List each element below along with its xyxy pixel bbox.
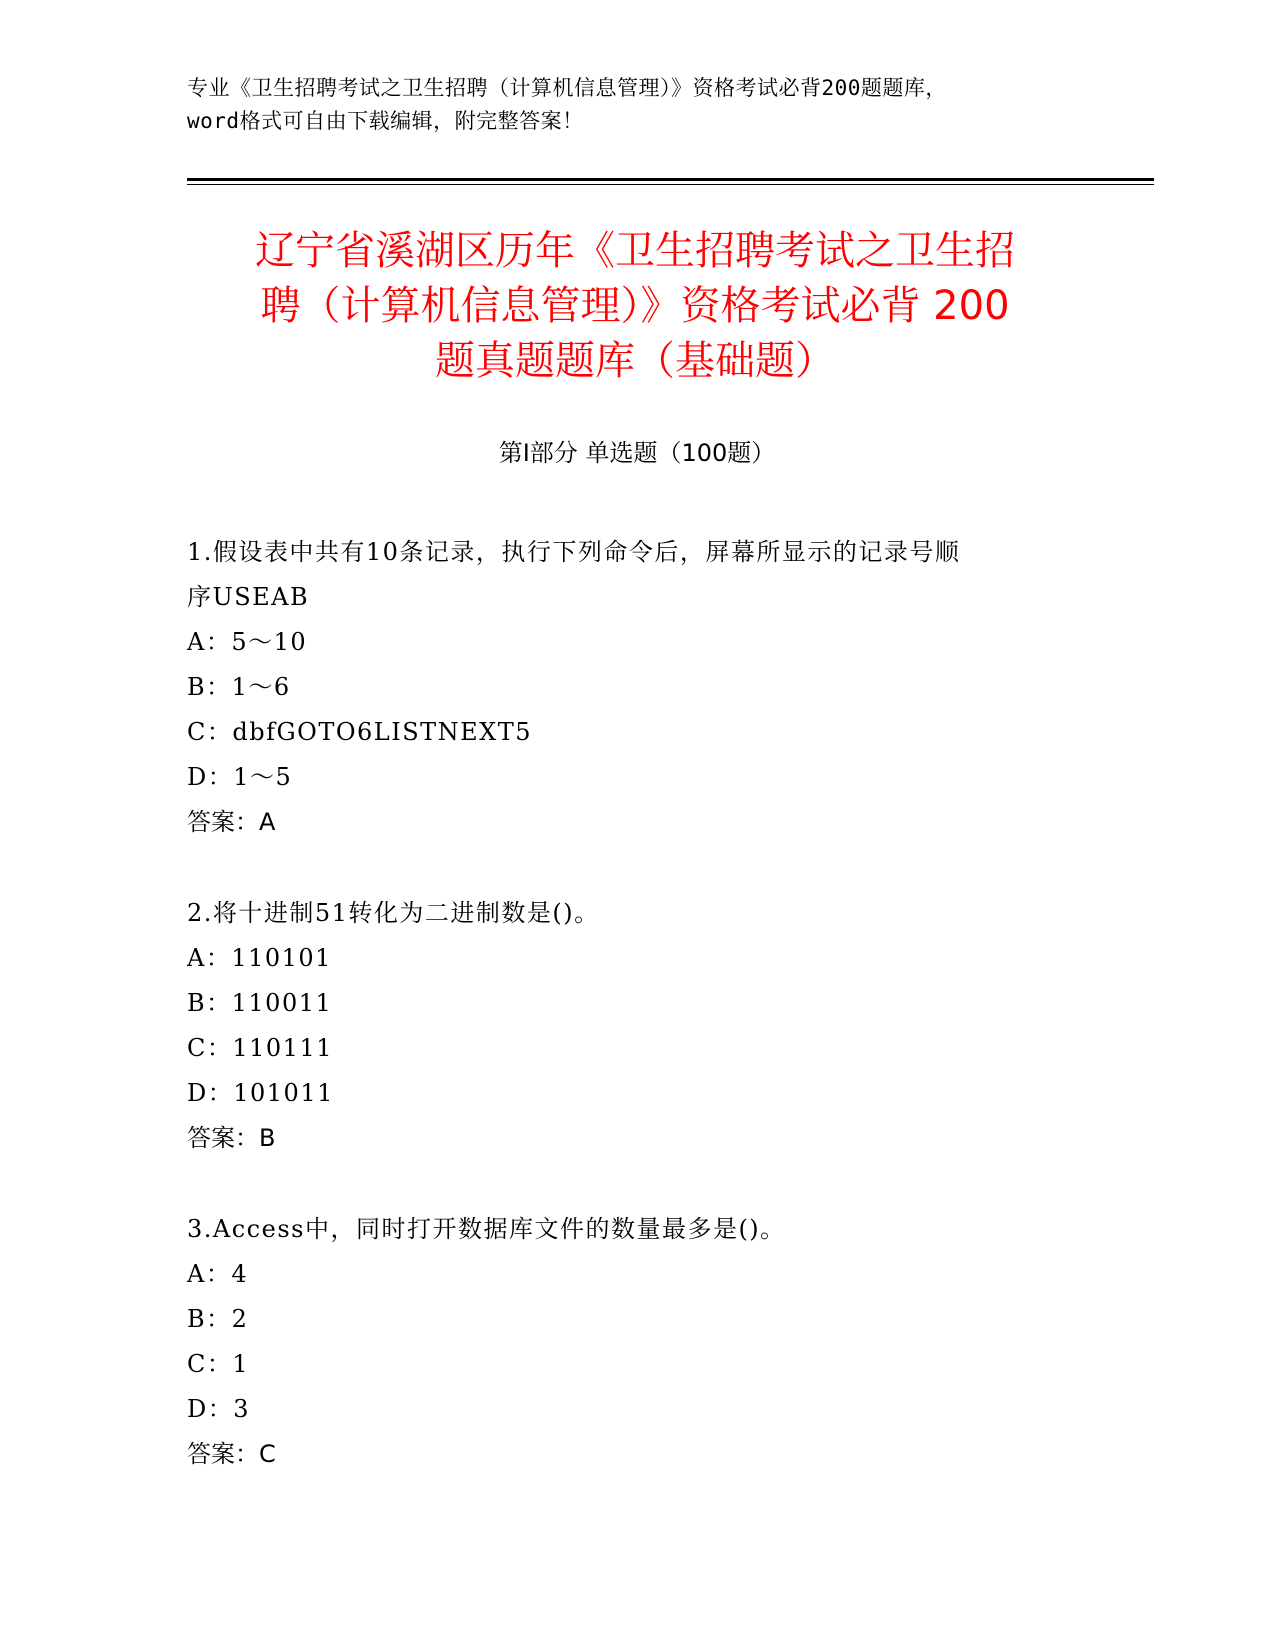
answer: 答案：A xyxy=(187,808,276,836)
option-a: A：4 xyxy=(187,1260,249,1288)
question-list xyxy=(187,530,1087,1523)
option-b: B：110011 xyxy=(187,989,333,1017)
option-a: A：5～10 xyxy=(187,628,308,656)
answer: 答案：C xyxy=(187,1440,276,1468)
option-b: B：2 xyxy=(187,1305,249,1333)
document-title-line-1: 辽宁省溪湖区历年《卫生招聘考试之卫生招 xyxy=(255,228,1015,274)
option-b: B：1～6 xyxy=(187,673,291,701)
question-2 xyxy=(187,891,1087,1161)
option-a: A：110101 xyxy=(187,944,332,972)
option-d: D：3 xyxy=(187,1395,251,1423)
option-d: D：101011 xyxy=(187,1079,334,1107)
question-stem: 2.将十进制51转化为二进制数是()。 xyxy=(187,899,600,927)
option-c: C：dbfGOTO6LISTNEXT5 xyxy=(187,718,533,746)
section-title: 第Ⅰ部分 单选题（100题） xyxy=(498,439,776,467)
document-title-line-2: 聘（计算机信息管理）》资格考试必背 200 xyxy=(260,283,1010,329)
question-stem: 3.Access中，同时打开数据库文件的数量最多是()。 xyxy=(187,1215,786,1243)
header-note xyxy=(187,72,1087,138)
question-stem: 1.假设表中共有10条记录，执行下列命令后，屏幕所显示的记录号顺 xyxy=(187,538,961,566)
answer: 答案：B xyxy=(187,1124,276,1152)
divider-thick xyxy=(187,178,1154,181)
document-title xyxy=(190,224,1080,389)
document-title-line-3: 题真题题库（基础题） xyxy=(435,338,835,384)
question-stem-continued: 序USEAB xyxy=(187,583,310,611)
header-note-line-1: 专业《卫生招聘考试之卫生招聘（计算机信息管理）》资格考试必背200题题库， xyxy=(187,76,947,100)
divider-thin xyxy=(187,184,1154,185)
option-d: D：1～5 xyxy=(187,763,293,791)
header-note-line-2: word格式可自由下载编辑，附完整答案！ xyxy=(187,109,584,133)
question-3 xyxy=(187,1207,1087,1477)
option-c: C：1 xyxy=(187,1350,250,1378)
question-1 xyxy=(187,530,1087,845)
option-c: C：110111 xyxy=(187,1034,333,1062)
